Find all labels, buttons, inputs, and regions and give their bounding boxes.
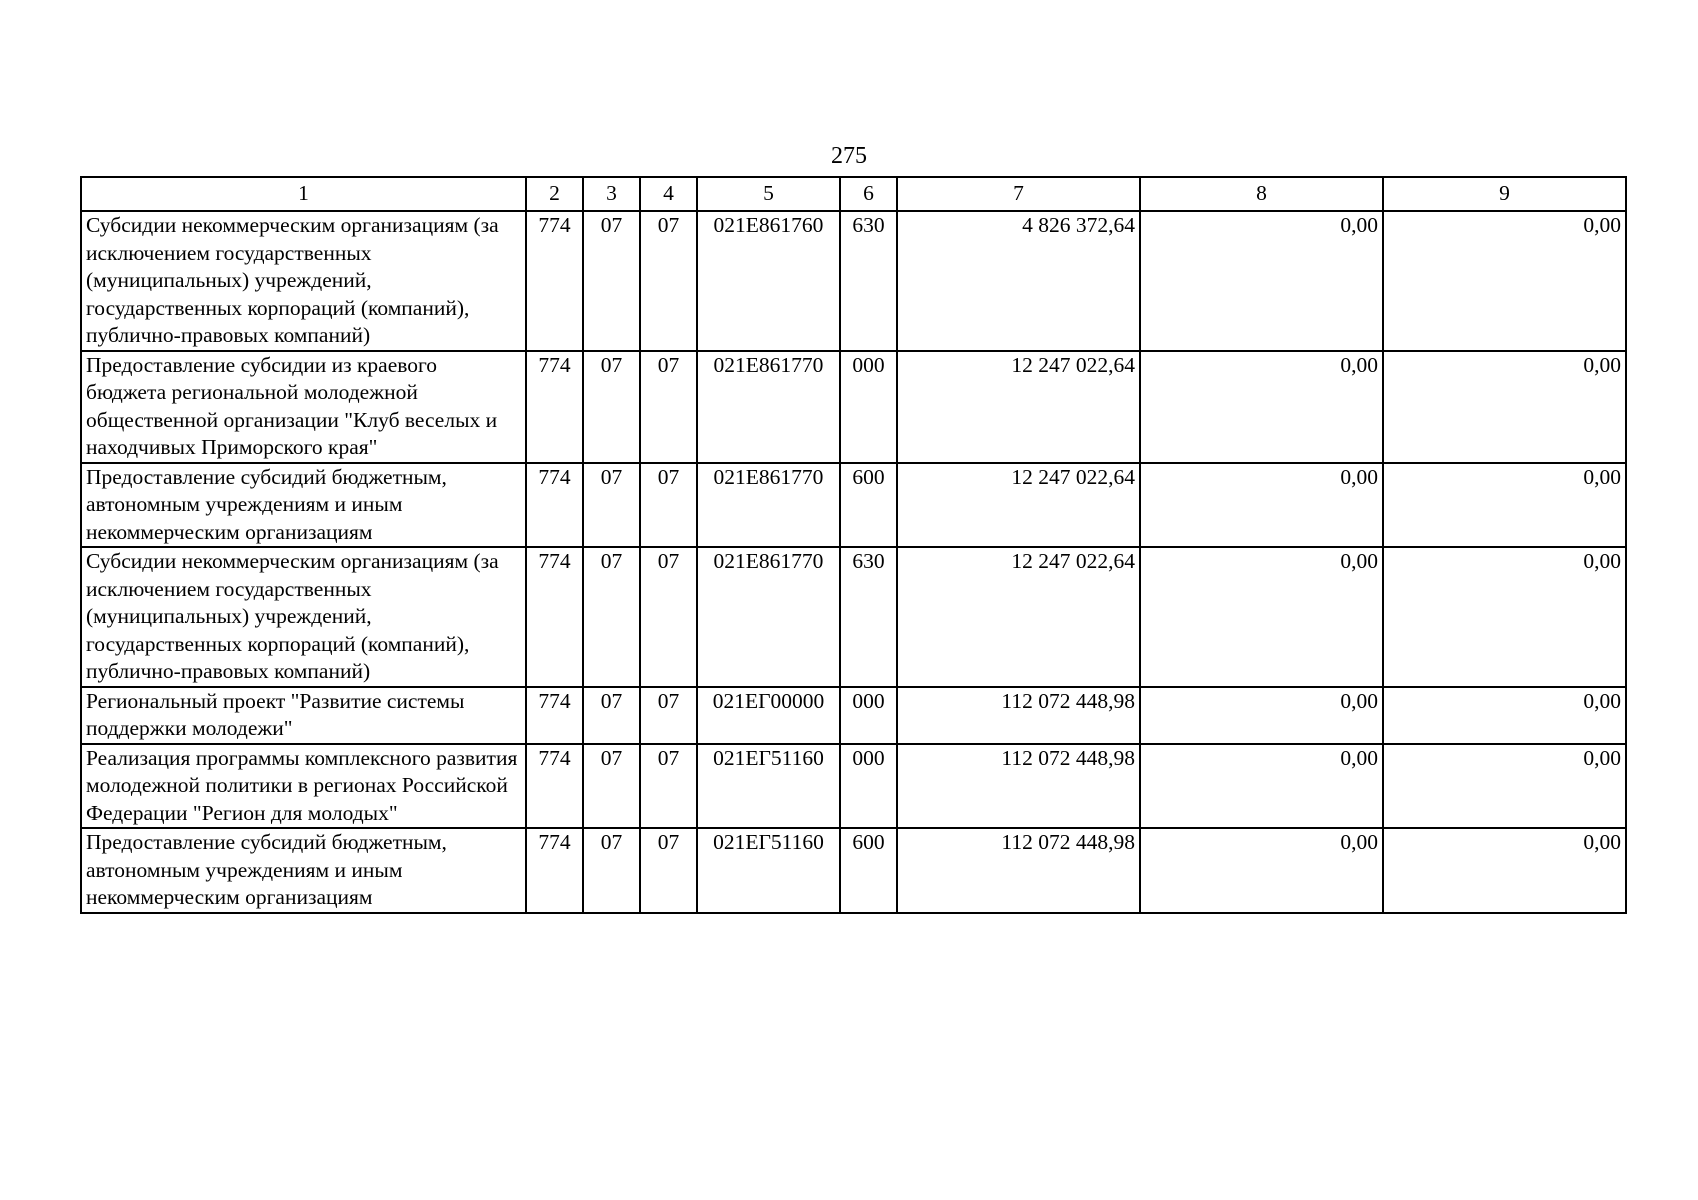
cell-amount-9: 0,00 — [1383, 547, 1626, 687]
cell-col-3: 07 — [583, 744, 640, 829]
cell-amount-8: 0,00 — [1140, 687, 1383, 744]
cell-amount-8: 0,00 — [1140, 547, 1383, 687]
cell-amount-7: 12 247 022,64 — [897, 463, 1140, 548]
page-number: 275 — [831, 143, 867, 169]
cell-amount-7: 112 072 448,98 — [897, 828, 1140, 913]
column-header-5: 5 — [697, 177, 840, 211]
column-header-8: 8 — [1140, 177, 1383, 211]
cell-col-4: 07 — [640, 687, 697, 744]
cell-col-4: 07 — [640, 463, 697, 548]
row-name: Предоставление субсидии из краевого бюджета региональной молодежной общественной организации "Клуб веселых и находчивых Приморского края" — [81, 351, 526, 463]
row-name: Региональный проект "Развитие системы поддержки молодежи" — [81, 687, 526, 744]
cell-col-6: 630 — [840, 547, 897, 687]
cell-col-2: 774 — [526, 687, 583, 744]
cell-col-4: 07 — [640, 211, 697, 351]
cell-col-5: 021E861760 — [697, 211, 840, 351]
cell-col-6: 000 — [840, 744, 897, 829]
column-header-6: 6 — [840, 177, 897, 211]
cell-amount-7: 12 247 022,64 — [897, 351, 1140, 463]
column-header-2: 2 — [526, 177, 583, 211]
cell-col-5: 021ЕГ00000 — [697, 687, 840, 744]
row-name: Предоставление субсидий бюджетным, автономным учреждениям и иным некоммерческим организациям — [81, 828, 526, 913]
cell-col-2: 774 — [526, 547, 583, 687]
cell-col-4: 07 — [640, 547, 697, 687]
cell-col-6: 000 — [840, 687, 897, 744]
cell-amount-9: 0,00 — [1383, 351, 1626, 463]
column-number-row — [81, 177, 1626, 211]
column-header-4: 4 — [640, 177, 697, 211]
row-name: Реализация программы комплексного развития молодежной политики в регионах Российской Федерации "Регион для молодых" — [81, 744, 526, 829]
cell-amount-9: 0,00 — [1383, 828, 1626, 913]
cell-col-2: 774 — [526, 351, 583, 463]
cell-amount-7: 12 247 022,64 — [897, 547, 1140, 687]
column-header-3: 3 — [583, 177, 640, 211]
cell-amount-9: 0,00 — [1383, 211, 1626, 351]
table-row — [81, 351, 1626, 463]
cell-amount-8: 0,00 — [1140, 463, 1383, 548]
cell-col-3: 07 — [583, 828, 640, 913]
cell-col-3: 07 — [583, 547, 640, 687]
table-row — [81, 828, 1626, 913]
table-row — [81, 211, 1626, 351]
cell-col-5: 021E861770 — [697, 351, 840, 463]
cell-col-3: 07 — [583, 687, 640, 744]
cell-amount-8: 0,00 — [1140, 351, 1383, 463]
cell-col-3: 07 — [583, 211, 640, 351]
cell-col-6: 600 — [840, 828, 897, 913]
cell-col-6: 000 — [840, 351, 897, 463]
cell-amount-8: 0,00 — [1140, 211, 1383, 351]
cell-col-5: 021E861770 — [697, 547, 840, 687]
row-name: Предоставление субсидий бюджетным, автономным учреждениям и иным некоммерческим организациям — [81, 463, 526, 548]
cell-amount-9: 0,00 — [1383, 744, 1626, 829]
cell-col-6: 630 — [840, 211, 897, 351]
table-row — [81, 687, 1626, 744]
cell-col-4: 07 — [640, 828, 697, 913]
cell-col-5: 021ЕГ51160 — [697, 828, 840, 913]
cell-col-4: 07 — [640, 351, 697, 463]
cell-col-3: 07 — [583, 351, 640, 463]
table-row — [81, 463, 1626, 548]
cell-amount-8: 0,00 — [1140, 744, 1383, 829]
cell-amount-7: 112 072 448,98 — [897, 744, 1140, 829]
column-header-1: 1 — [81, 177, 526, 211]
cell-col-2: 774 — [526, 463, 583, 548]
cell-col-2: 774 — [526, 744, 583, 829]
cell-col-4: 07 — [640, 744, 697, 829]
column-header-9: 9 — [1383, 177, 1626, 211]
cell-col-2: 774 — [526, 211, 583, 351]
table-row — [81, 547, 1626, 687]
cell-amount-9: 0,00 — [1383, 463, 1626, 548]
budget-table — [80, 176, 1627, 914]
cell-amount-7: 4 826 372,64 — [897, 211, 1140, 351]
column-header-7: 7 — [897, 177, 1140, 211]
cell-col-6: 600 — [840, 463, 897, 548]
cell-col-5: 021E861770 — [697, 463, 840, 548]
cell-amount-7: 112 072 448,98 — [897, 687, 1140, 744]
cell-col-2: 774 — [526, 828, 583, 913]
cell-amount-8: 0,00 — [1140, 828, 1383, 913]
cell-col-5: 021ЕГ51160 — [697, 744, 840, 829]
table-row — [81, 744, 1626, 829]
row-name: Субсидии некоммерческим организациям (за исключением государственных (муниципальных) учреждений, государственных корпораций (компаний), публично-правовых компаний) — [81, 211, 526, 351]
row-name: Субсидии некоммерческим организациям (за исключением государственных (муниципальных) учреждений, государственных корпораций (компаний), публично-правовых компаний) — [81, 547, 526, 687]
cell-amount-9: 0,00 — [1383, 687, 1626, 744]
cell-col-3: 07 — [583, 463, 640, 548]
